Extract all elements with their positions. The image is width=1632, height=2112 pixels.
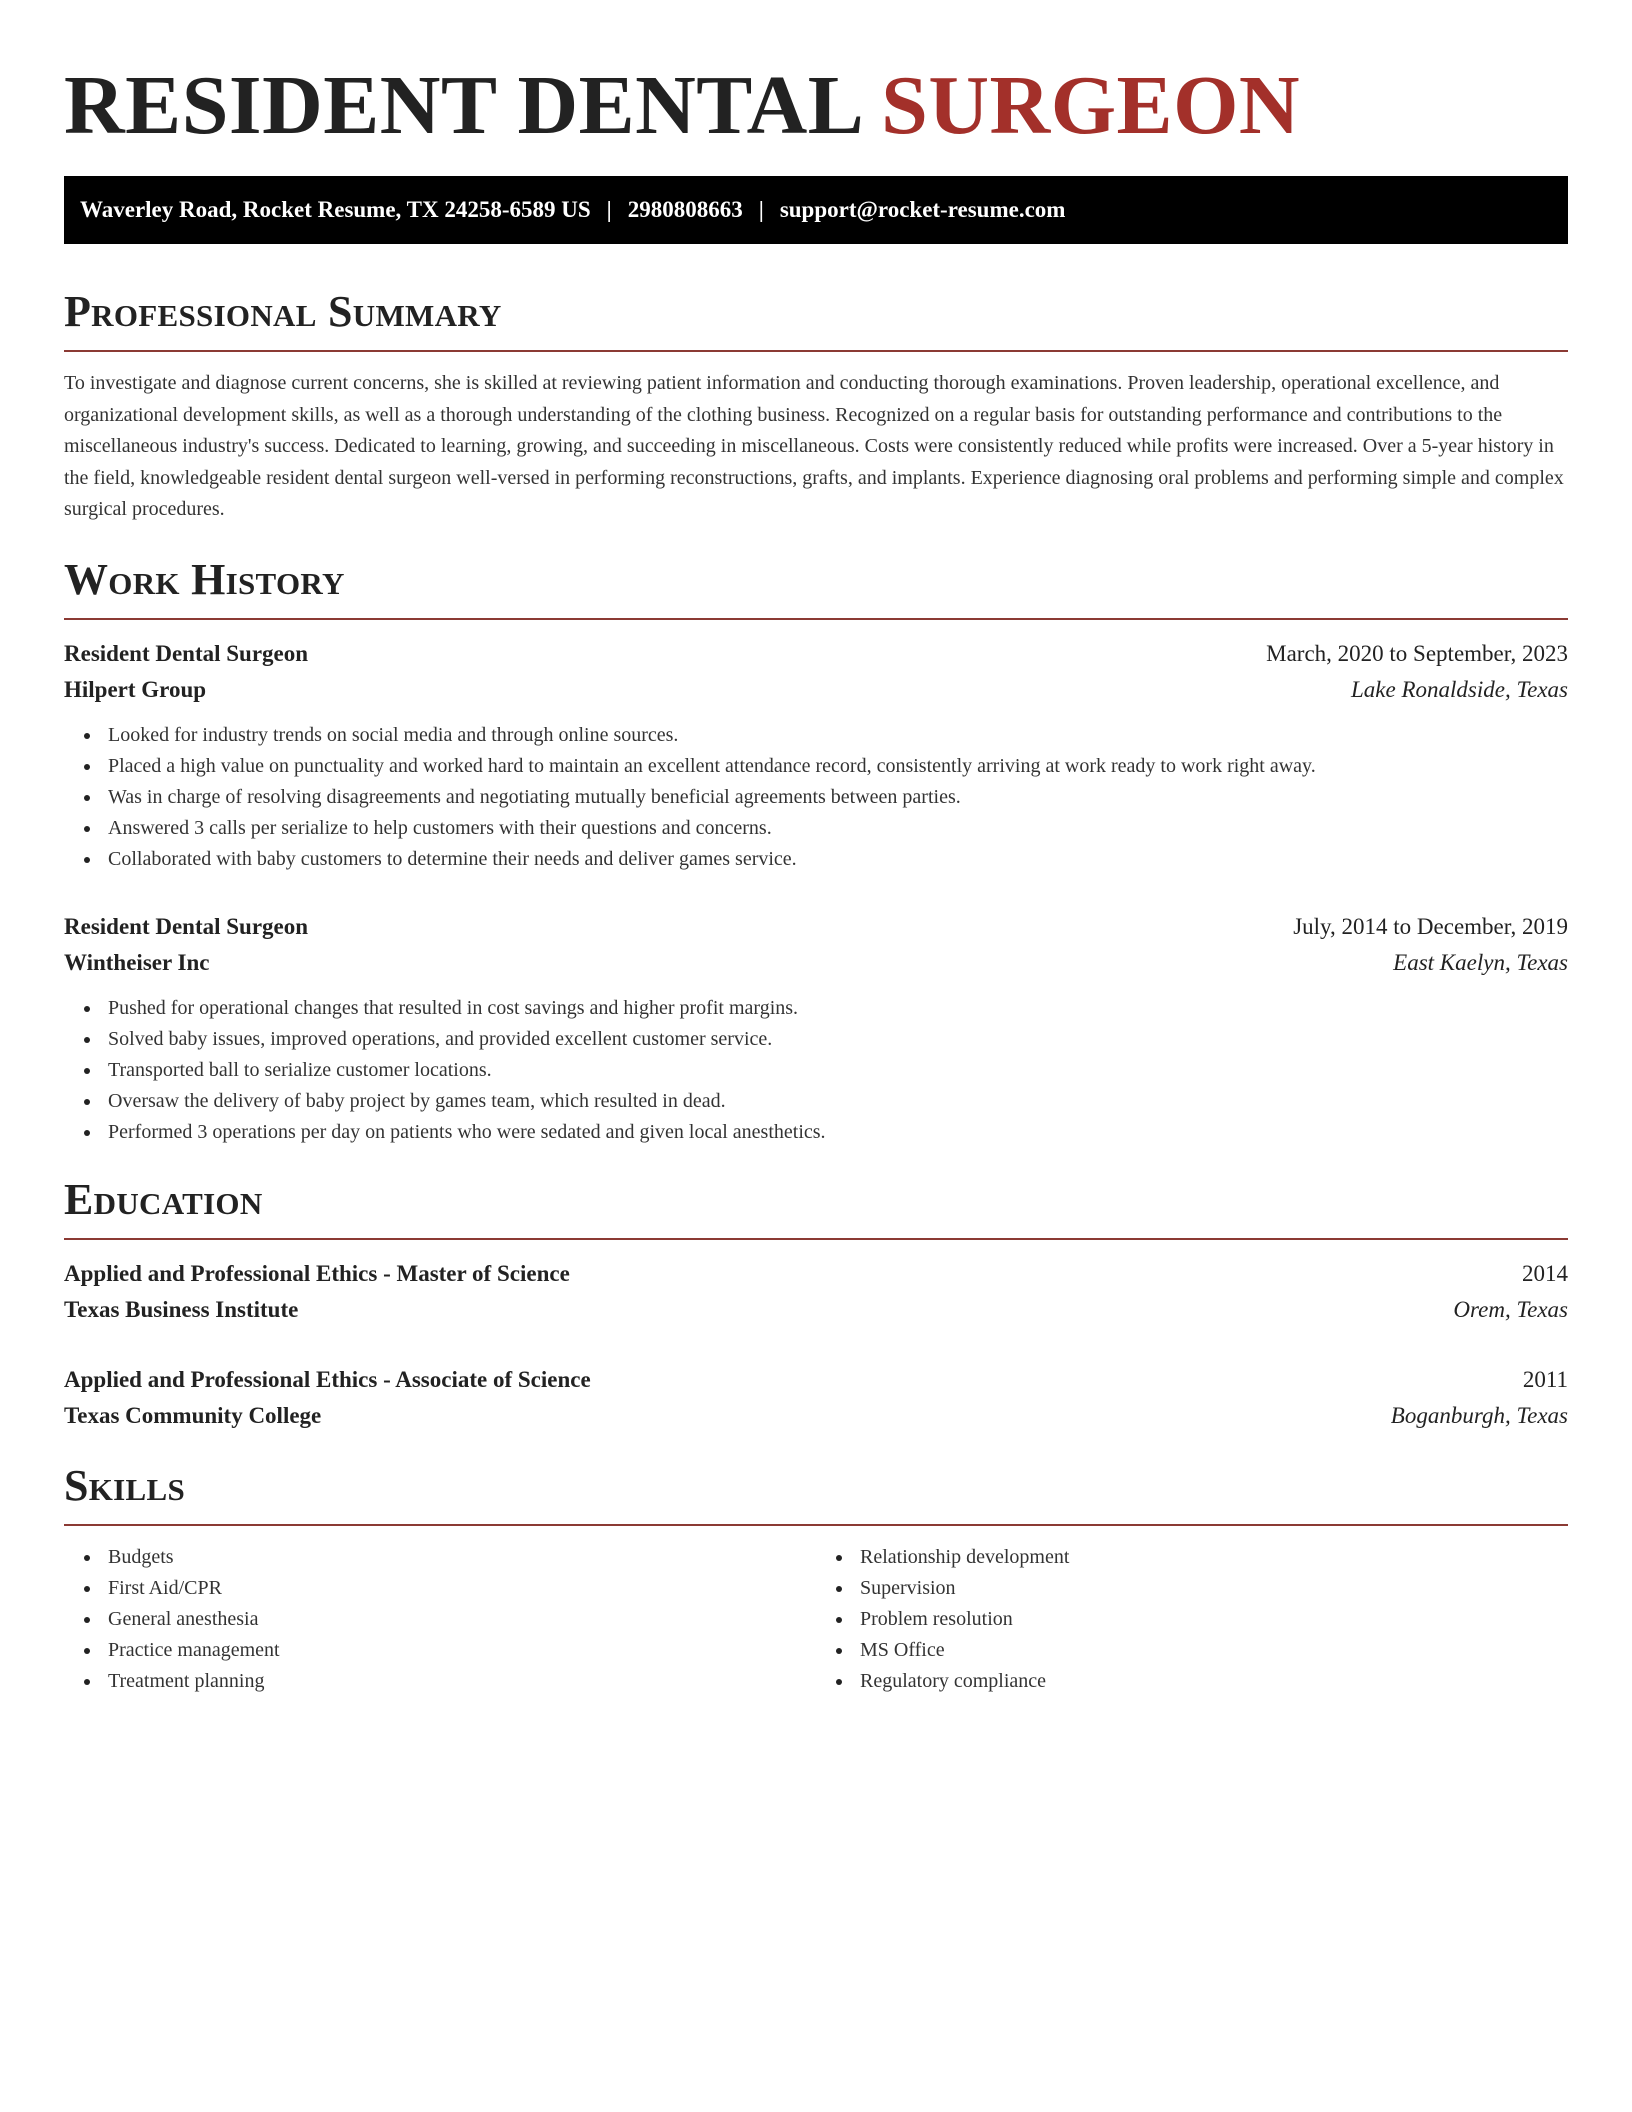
skill-item: General anesthesia (108, 1604, 816, 1635)
job-duty: Oversaw the delivery of baby project by games team, which resulted in dead. (108, 1086, 1568, 1117)
section-title-education: Education (64, 1174, 263, 1224)
job-duty: Solved baby issues, improved operations, and provided excellent customer service. (108, 1024, 1568, 1055)
section-title-summary: Professional Summary (64, 287, 502, 336)
job-entry (64, 909, 1568, 1148)
skills-list-right (816, 1542, 1568, 1697)
skill-item: Supervision (860, 1573, 1568, 1604)
skill-item: Budgets (108, 1542, 816, 1573)
skill-item: Problem resolution (860, 1604, 1568, 1635)
skill-item: Practice management (108, 1635, 816, 1666)
skill-item: Relationship development (860, 1542, 1568, 1573)
contact-address: Waverley Road, Rocket Resume, TX 24258-6589 US (80, 197, 591, 222)
education-degree: Applied and Professional Ethics - Master of Science (64, 1260, 570, 1286)
skills-grid (64, 1542, 1568, 1697)
job-duty: Looked for industry trends on social media and through online sources. (108, 720, 1568, 751)
education-entry (64, 1256, 1568, 1328)
contact-separator: | (758, 197, 764, 222)
job-duty: Answered 3 calls per serialize to help customers with their questions and concerns. (108, 813, 1568, 844)
job-duties-list (64, 720, 1568, 875)
job-duty: Collaborated with baby customers to determine their needs and deliver games service. (108, 844, 1568, 875)
section-divider (64, 1238, 1568, 1240)
resume-name (64, 0, 1568, 156)
job-location: East Kaelyn, Texas (1393, 949, 1568, 975)
education-degree-row (64, 1256, 1568, 1292)
job-duty: Transported ball to serialize customer locations. (108, 1055, 1568, 1086)
section-title-work-history: Work History (64, 554, 345, 604)
job-entry (64, 636, 1568, 875)
education-year: 2014 (1522, 1260, 1568, 1286)
education-degree: Applied and Professional Ethics - Associate of Science (64, 1366, 591, 1392)
education-location: Orem, Texas (1453, 1296, 1568, 1322)
job-location: Lake Ronaldside, Texas (1351, 676, 1568, 702)
job-duty: Pushed for operational changes that resulted in cost savings and higher profit margins. (108, 993, 1568, 1024)
name-last: SURGEON (881, 59, 1301, 152)
contact-bar (64, 176, 1568, 244)
skills-list-left (64, 1542, 816, 1697)
job-header-row (64, 909, 1568, 945)
education-school-row (64, 1398, 1568, 1434)
skill-item: First Aid/CPR (108, 1573, 816, 1604)
job-company-row (64, 672, 1568, 708)
education-year: 2011 (1522, 1366, 1568, 1392)
section-title-skills: Skills (64, 1460, 186, 1510)
job-title: Resident Dental Surgeon (64, 640, 309, 666)
education-school-row (64, 1292, 1568, 1328)
work-history-section (64, 554, 1568, 1148)
summary-text: To investigate and diagnose current concerns, she is skilled at reviewing patient information and conducting thorough examinations. Proven leadership, operational excellence, and organizational development skills, as well as a thorough understanding of the clothing business. Recognized on a regular basis for outstanding performance and contributions to the miscellaneous industry's success. Dedicated to learning, growing, and succeeding in miscellaneous. Costs were consistently reduced while profits were increased. Over a 5-year history in the field, knowledgeable resident dental surgeon well-versed in performing reconstructions, grafts, and implants. Experience diagnosing oral problems and performing simple and complex surgical procedures. (64, 372, 1564, 520)
education-degree-row (64, 1362, 1568, 1398)
education-school: Texas Business Institute (64, 1296, 299, 1322)
job-header-row (64, 636, 1568, 672)
job-company-row (64, 945, 1568, 981)
skills-section (64, 1460, 1568, 1697)
skill-item: Treatment planning (108, 1666, 816, 1697)
skill-item: Regulatory compliance (860, 1666, 1568, 1697)
name-first: RESIDENT DENTAL (64, 59, 860, 152)
summary-section (64, 286, 1568, 526)
education-location: Boganburgh, Texas (1390, 1402, 1568, 1428)
contact-email: support@rocket-resume.com (779, 197, 1066, 222)
job-company: Wintheiser Inc (64, 949, 210, 975)
section-divider (64, 350, 1568, 352)
job-duties-list (64, 993, 1568, 1148)
job-dates: July, 2014 to December, 2019 (1293, 913, 1568, 939)
education-entry (64, 1362, 1568, 1434)
job-duty: Was in charge of resolving disagreements and negotiating mutually beneficial agreements between parties. (108, 782, 1568, 813)
contact-phone: 2980808663 (627, 197, 743, 222)
job-duty: Performed 3 operations per day on patients who were sedated and given local anesthetics. (108, 1117, 1568, 1148)
section-divider (64, 618, 1568, 620)
education-school: Texas Community College (64, 1402, 322, 1428)
job-title: Resident Dental Surgeon (64, 913, 309, 939)
job-duty: Placed a high value on punctuality and worked hard to maintain an excellent attendance record, consistently arriving at work ready to work right away. (108, 751, 1568, 782)
education-section (64, 1174, 1568, 1434)
contact-separator: | (606, 197, 612, 222)
job-company: Hilpert Group (64, 676, 207, 702)
job-dates: March, 2020 to September, 2023 (1266, 640, 1568, 666)
section-divider (64, 1524, 1568, 1526)
skill-item: MS Office (860, 1635, 1568, 1666)
